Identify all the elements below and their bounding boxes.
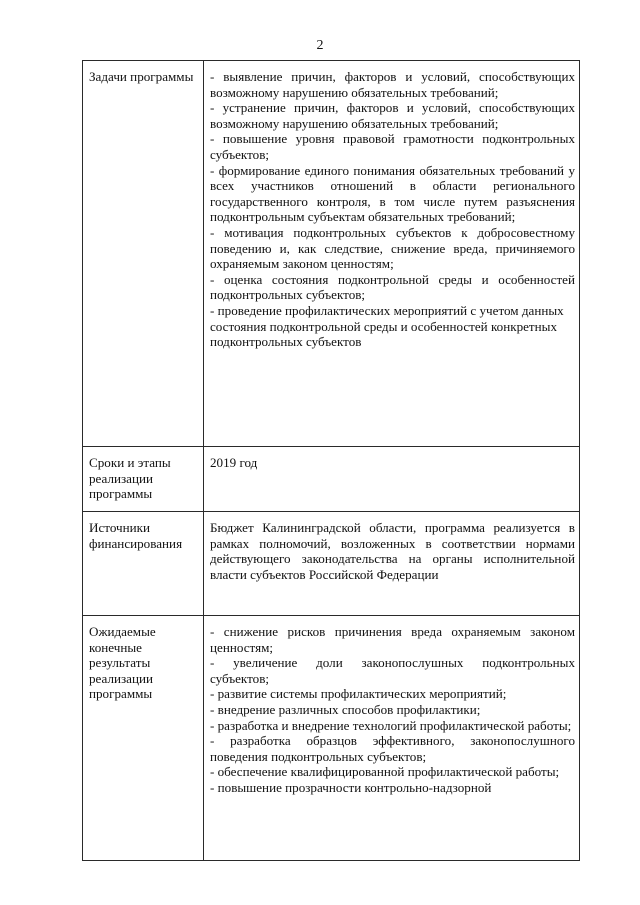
row-label: Задачи программы (83, 61, 204, 447)
list-item: - разработка и внедрение технологий профилактической работы; (210, 717, 572, 733)
table-row (83, 616, 580, 861)
row-value (204, 512, 580, 616)
row-label: Ожидаемые конечные результаты реализации программы (83, 616, 204, 861)
list-item: Бюджет Калининградской области, программа реализуется в рамках полномочий, возложенных в соответствии нормами действующего законодательства на органы исполнительной власти субъектов Российской Федерации (210, 520, 575, 582)
list-item: - повышение прозрачности контрольно-надзорной (210, 779, 492, 795)
page-number: 2 (316, 38, 324, 53)
row-label: Сроки и этапы реализации программы (83, 447, 204, 512)
list-item: - снижение рисков причинения вреда охраняемым законом ценностям; (210, 624, 575, 655)
row-value (204, 447, 580, 512)
list-item: - устранение причин, факторов и условий, способствующих возможному нарушению обязательных требований; (210, 100, 575, 131)
row-label: Источники финансирования (83, 512, 204, 616)
list-item: - повышение уровня правовой грамотности подконтрольных субъектов; (210, 131, 575, 162)
list-item: - оценка состояния подконтрольной среды и особенностей подконтрольных субъектов; (210, 271, 575, 303)
list-item: 2019 год (210, 455, 258, 470)
list-item: - внедрение различных способов профилактики; (210, 701, 481, 717)
row-value (204, 616, 580, 861)
list-item: - разработка образцов эффективного, законопослушного поведения подконтрольных субъектов; (210, 733, 575, 764)
table-row (83, 447, 580, 512)
list-item: - развитие системы профилактических мероприятий; (210, 686, 507, 702)
list-item: - формирование единого понимания обязательных требований у всех участников отношений в области регионального государственного контроля, в том числе путем разъяснения подконтрольным субъектам обязательных требований; (210, 162, 575, 225)
row-value (204, 61, 580, 447)
list-item: - проведение профилактических мероприятий с учетом данных состояния подконтрольной среды и особенностей конкретных подконтрольных субъектов (210, 302, 564, 350)
list-item: - мотивация подконтрольных субъектов к добросовестному поведению и, как следствие, снижение вреда, причиняемого охраняемым законом ценностям; (210, 224, 575, 272)
program-passport-table (82, 60, 580, 861)
list-item: - обеспечение квалифицированной профилактической работы; (210, 764, 560, 780)
list-item: - выявление причин, факторов и условий, способствующих возможному нарушению обязательных требований; (210, 69, 575, 100)
list-item: - увеличение доли законопослушных подконтрольных субъектов; (210, 655, 575, 686)
table-row (83, 512, 580, 616)
table-row (83, 61, 580, 447)
